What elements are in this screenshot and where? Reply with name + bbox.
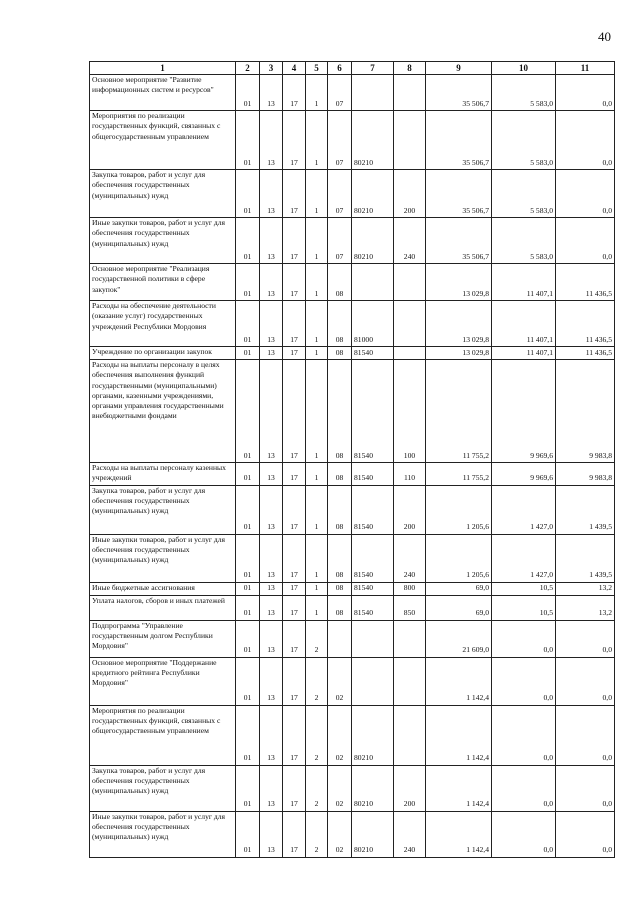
amount-cell: 13 029,8	[426, 347, 492, 360]
code-cell: 17	[283, 811, 306, 857]
code-cell: 2	[306, 811, 328, 857]
column-header: 5	[306, 62, 328, 75]
code-cell	[352, 657, 394, 705]
code-cell: 13	[260, 347, 283, 360]
code-cell: 01	[236, 75, 260, 111]
code-cell: 13	[260, 360, 283, 463]
code-cell: 17	[283, 170, 306, 218]
amount-cell: 0,0	[556, 811, 615, 857]
amount-cell: 1 142,4	[426, 657, 492, 705]
code-cell: 17	[283, 347, 306, 360]
column-header: 7	[352, 62, 394, 75]
amount-cell: 10,5	[492, 582, 556, 595]
row-description: Иные бюджетные ассигнования	[90, 582, 236, 595]
table-row	[90, 765, 615, 811]
amount-cell: 9 969,6	[492, 360, 556, 463]
code-cell: 1	[306, 218, 328, 264]
code-cell: 13	[260, 765, 283, 811]
code-cell: 17	[283, 765, 306, 811]
code-cell: 13	[260, 301, 283, 347]
amount-cell: 11 407,1	[492, 301, 556, 347]
code-cell	[394, 75, 426, 111]
amount-cell: 35 506,7	[426, 75, 492, 111]
amount-cell: 13,2	[556, 595, 615, 620]
code-cell: 1	[306, 301, 328, 347]
code-cell: 07	[328, 75, 352, 111]
amount-cell: 13,2	[556, 582, 615, 595]
code-cell	[394, 347, 426, 360]
code-cell: 1	[306, 463, 328, 486]
code-cell	[394, 620, 426, 657]
amount-cell: 35 506,7	[426, 218, 492, 264]
amount-cell: 11 407,1	[492, 347, 556, 360]
code-cell: 01	[236, 360, 260, 463]
table-row	[90, 811, 615, 857]
code-cell: 81540	[352, 595, 394, 620]
amount-cell: 1 205,6	[426, 534, 492, 582]
amount-cell: 1 142,4	[426, 811, 492, 857]
row-description: Закупка товаров, работ и услуг для обеспечения государственных (муниципальных) нужд	[90, 170, 236, 218]
table-row	[90, 347, 615, 360]
code-cell: 13	[260, 218, 283, 264]
code-cell: 240	[394, 218, 426, 264]
code-cell: 81000	[352, 301, 394, 347]
code-cell: 01	[236, 582, 260, 595]
code-cell: 1	[306, 360, 328, 463]
code-cell: 17	[283, 534, 306, 582]
table-header	[90, 62, 615, 75]
code-cell: 81540	[352, 463, 394, 486]
row-description: Расходы на выплаты персоналу в целях обеспечения выполнения функций государственными (муниципальными) органами, казенными учреждениями, органами управления государственными внебюджетными фондами	[90, 360, 236, 463]
table-row	[90, 463, 615, 486]
table-row	[90, 301, 615, 347]
code-cell: 13	[260, 595, 283, 620]
code-cell: 07	[328, 218, 352, 264]
row-description: Мероприятия по реализации государственных функций, связанных с общегосударственным управлением	[90, 705, 236, 765]
amount-cell: 0,0	[556, 620, 615, 657]
code-cell: 17	[283, 75, 306, 111]
code-cell: 100	[394, 360, 426, 463]
row-description: Учреждение по организации закупок	[90, 347, 236, 360]
table-row	[90, 620, 615, 657]
amount-cell: 11 436,5	[556, 347, 615, 360]
code-cell: 13	[260, 811, 283, 857]
code-cell: 1	[306, 264, 328, 301]
amount-cell: 1 427,0	[492, 534, 556, 582]
code-cell: 17	[283, 657, 306, 705]
code-cell: 17	[283, 264, 306, 301]
column-header: 6	[328, 62, 352, 75]
table-row	[90, 657, 615, 705]
code-cell	[352, 620, 394, 657]
table-row	[90, 75, 615, 111]
row-description: Иные закупки товаров, работ и услуг для обеспечения государственных (муниципальных) нужд	[90, 218, 236, 264]
code-cell: 13	[260, 582, 283, 595]
code-cell	[394, 657, 426, 705]
code-cell: 01	[236, 765, 260, 811]
code-cell: 17	[283, 463, 306, 486]
amount-cell: 69,0	[426, 582, 492, 595]
code-cell: 17	[283, 620, 306, 657]
column-header: 8	[394, 62, 426, 75]
amount-cell: 1 142,4	[426, 705, 492, 765]
code-cell: 1	[306, 347, 328, 360]
code-cell: 02	[328, 811, 352, 857]
amount-cell: 1 439,5	[556, 534, 615, 582]
code-cell: 17	[283, 301, 306, 347]
code-cell: 81540	[352, 347, 394, 360]
table-body	[90, 75, 615, 858]
table-row	[90, 264, 615, 301]
code-cell: 08	[328, 301, 352, 347]
code-cell	[394, 264, 426, 301]
code-cell: 80210	[352, 170, 394, 218]
code-cell: 01	[236, 620, 260, 657]
amount-cell: 1 142,4	[426, 765, 492, 811]
amount-cell: 35 506,7	[426, 111, 492, 170]
code-cell: 240	[394, 534, 426, 582]
code-cell: 13	[260, 485, 283, 534]
table-row	[90, 360, 615, 463]
code-cell: 07	[328, 170, 352, 218]
code-cell: 81540	[352, 582, 394, 595]
amount-cell: 0,0	[556, 111, 615, 170]
code-cell: 200	[394, 765, 426, 811]
row-description: Закупка товаров, работ и услуг для обеспечения государственных (муниципальных) нужд	[90, 485, 236, 534]
amount-cell: 11 436,5	[556, 264, 615, 301]
amount-cell: 10,5	[492, 595, 556, 620]
code-cell	[328, 620, 352, 657]
amount-cell: 5 583,0	[492, 218, 556, 264]
table-row	[90, 485, 615, 534]
amount-cell: 13 029,8	[426, 264, 492, 301]
amount-cell: 0,0	[556, 657, 615, 705]
code-cell: 1	[306, 170, 328, 218]
amount-cell: 1 205,6	[426, 485, 492, 534]
code-cell: 200	[394, 485, 426, 534]
amount-cell: 9 983,8	[556, 463, 615, 486]
table-row	[90, 534, 615, 582]
code-cell: 81540	[352, 485, 394, 534]
column-header: 1	[90, 62, 236, 75]
code-cell: 1	[306, 582, 328, 595]
amount-cell: 13 029,8	[426, 301, 492, 347]
code-cell: 08	[328, 360, 352, 463]
amount-cell: 0,0	[492, 705, 556, 765]
amount-cell: 35 506,7	[426, 170, 492, 218]
amount-cell: 0,0	[556, 765, 615, 811]
amount-cell: 9 969,6	[492, 463, 556, 486]
table-row	[90, 595, 615, 620]
code-cell: 13	[260, 111, 283, 170]
code-cell: 17	[283, 705, 306, 765]
table-row	[90, 705, 615, 765]
row-description: Основное мероприятие "Развитие информационных систем и ресурсов"	[90, 75, 236, 111]
code-cell: 13	[260, 463, 283, 486]
code-cell: 800	[394, 582, 426, 595]
row-description: Основное мероприятие "Реализация государственной политики в сфере закупок"	[90, 264, 236, 301]
code-cell: 01	[236, 170, 260, 218]
row-description: Расходы на обеспечение деятельности (оказание услуг) государственных учреждений Республики Мордовия	[90, 301, 236, 347]
amount-cell: 0,0	[556, 170, 615, 218]
code-cell: 80210	[352, 705, 394, 765]
amount-cell: 5 583,0	[492, 170, 556, 218]
column-header: 2	[236, 62, 260, 75]
row-description: Закупка товаров, работ и услуг для обеспечения государственных (муниципальных) нужд	[90, 765, 236, 811]
code-cell: 08	[328, 595, 352, 620]
code-cell: 2	[306, 657, 328, 705]
amount-cell: 1 439,5	[556, 485, 615, 534]
code-cell: 13	[260, 657, 283, 705]
code-cell: 08	[328, 582, 352, 595]
amount-cell: 0,0	[492, 811, 556, 857]
code-cell: 01	[236, 264, 260, 301]
code-cell: 17	[283, 485, 306, 534]
code-cell: 13	[260, 620, 283, 657]
row-description: Иные закупки товаров, работ и услуг для обеспечения государственных (муниципальных) нужд	[90, 811, 236, 857]
code-cell: 08	[328, 534, 352, 582]
code-cell: 08	[328, 485, 352, 534]
code-cell: 81540	[352, 534, 394, 582]
amount-cell: 0,0	[556, 218, 615, 264]
code-cell: 02	[328, 765, 352, 811]
code-cell: 1	[306, 595, 328, 620]
amount-cell: 21 609,0	[426, 620, 492, 657]
code-cell: 02	[328, 705, 352, 765]
code-cell: 01	[236, 111, 260, 170]
code-cell: 80210	[352, 811, 394, 857]
amount-cell: 0,0	[556, 75, 615, 111]
header-row	[90, 62, 615, 75]
amount-cell: 1 427,0	[492, 485, 556, 534]
code-cell: 13	[260, 705, 283, 765]
row-description: Подпрограмма "Управление государственным долгом Республики Мордовия"	[90, 620, 236, 657]
amount-cell: 11 755,2	[426, 463, 492, 486]
amount-cell: 9 983,8	[556, 360, 615, 463]
code-cell: 01	[236, 347, 260, 360]
code-cell: 08	[328, 347, 352, 360]
code-cell: 13	[260, 75, 283, 111]
code-cell: 01	[236, 485, 260, 534]
amount-cell: 11 407,1	[492, 264, 556, 301]
code-cell: 80210	[352, 218, 394, 264]
amount-cell: 0,0	[492, 620, 556, 657]
code-cell: 1	[306, 75, 328, 111]
amount-cell: 0,0	[556, 705, 615, 765]
amount-cell: 0,0	[492, 765, 556, 811]
amount-cell: 11 755,2	[426, 360, 492, 463]
code-cell: 01	[236, 657, 260, 705]
code-cell	[352, 75, 394, 111]
column-header: 10	[492, 62, 556, 75]
code-cell: 80210	[352, 111, 394, 170]
row-description: Основное мероприятие "Поддержание кредитного рейтинга Республики Мордовия"	[90, 657, 236, 705]
code-cell: 110	[394, 463, 426, 486]
code-cell: 81540	[352, 360, 394, 463]
code-cell: 17	[283, 111, 306, 170]
code-cell: 240	[394, 811, 426, 857]
code-cell: 01	[236, 301, 260, 347]
code-cell	[394, 705, 426, 765]
table-row	[90, 218, 615, 264]
column-header: 9	[426, 62, 492, 75]
page-number: 40	[598, 29, 611, 44]
amount-cell: 69,0	[426, 595, 492, 620]
code-cell: 2	[306, 620, 328, 657]
column-header: 11	[556, 62, 615, 75]
code-cell: 01	[236, 811, 260, 857]
code-cell: 1	[306, 485, 328, 534]
amount-cell: 0,0	[492, 657, 556, 705]
code-cell: 07	[328, 111, 352, 170]
code-cell: 850	[394, 595, 426, 620]
code-cell: 2	[306, 705, 328, 765]
row-description: Расходы на выплаты персоналу казенных учреждений	[90, 463, 236, 486]
code-cell	[394, 301, 426, 347]
code-cell: 01	[236, 534, 260, 582]
code-cell: 80210	[352, 765, 394, 811]
code-cell: 13	[260, 534, 283, 582]
code-cell: 01	[236, 463, 260, 486]
code-cell	[394, 111, 426, 170]
budget-table	[89, 61, 615, 858]
code-cell: 17	[283, 582, 306, 595]
table-row	[90, 111, 615, 170]
code-cell: 08	[328, 463, 352, 486]
code-cell: 17	[283, 360, 306, 463]
code-cell: 2	[306, 765, 328, 811]
amount-cell: 5 583,0	[492, 111, 556, 170]
code-cell: 02	[328, 657, 352, 705]
code-cell: 13	[260, 170, 283, 218]
column-header: 3	[260, 62, 283, 75]
amount-cell: 11 436,5	[556, 301, 615, 347]
code-cell: 01	[236, 218, 260, 264]
code-cell: 1	[306, 534, 328, 582]
column-header: 4	[283, 62, 306, 75]
code-cell	[352, 264, 394, 301]
code-cell: 17	[283, 595, 306, 620]
row-description: Иные закупки товаров, работ и услуг для обеспечения государственных (муниципальных) нужд	[90, 534, 236, 582]
amount-cell: 5 583,0	[492, 75, 556, 111]
code-cell: 200	[394, 170, 426, 218]
table-row	[90, 170, 615, 218]
code-cell: 01	[236, 595, 260, 620]
table-row	[90, 582, 615, 595]
code-cell: 01	[236, 705, 260, 765]
code-cell: 08	[328, 264, 352, 301]
code-cell: 1	[306, 111, 328, 170]
code-cell: 13	[260, 264, 283, 301]
code-cell: 17	[283, 218, 306, 264]
row-description: Уплата налогов, сборов и иных платежей	[90, 595, 236, 620]
row-description: Мероприятия по реализации государственных функций, связанных с общегосударственным управлением	[90, 111, 236, 170]
